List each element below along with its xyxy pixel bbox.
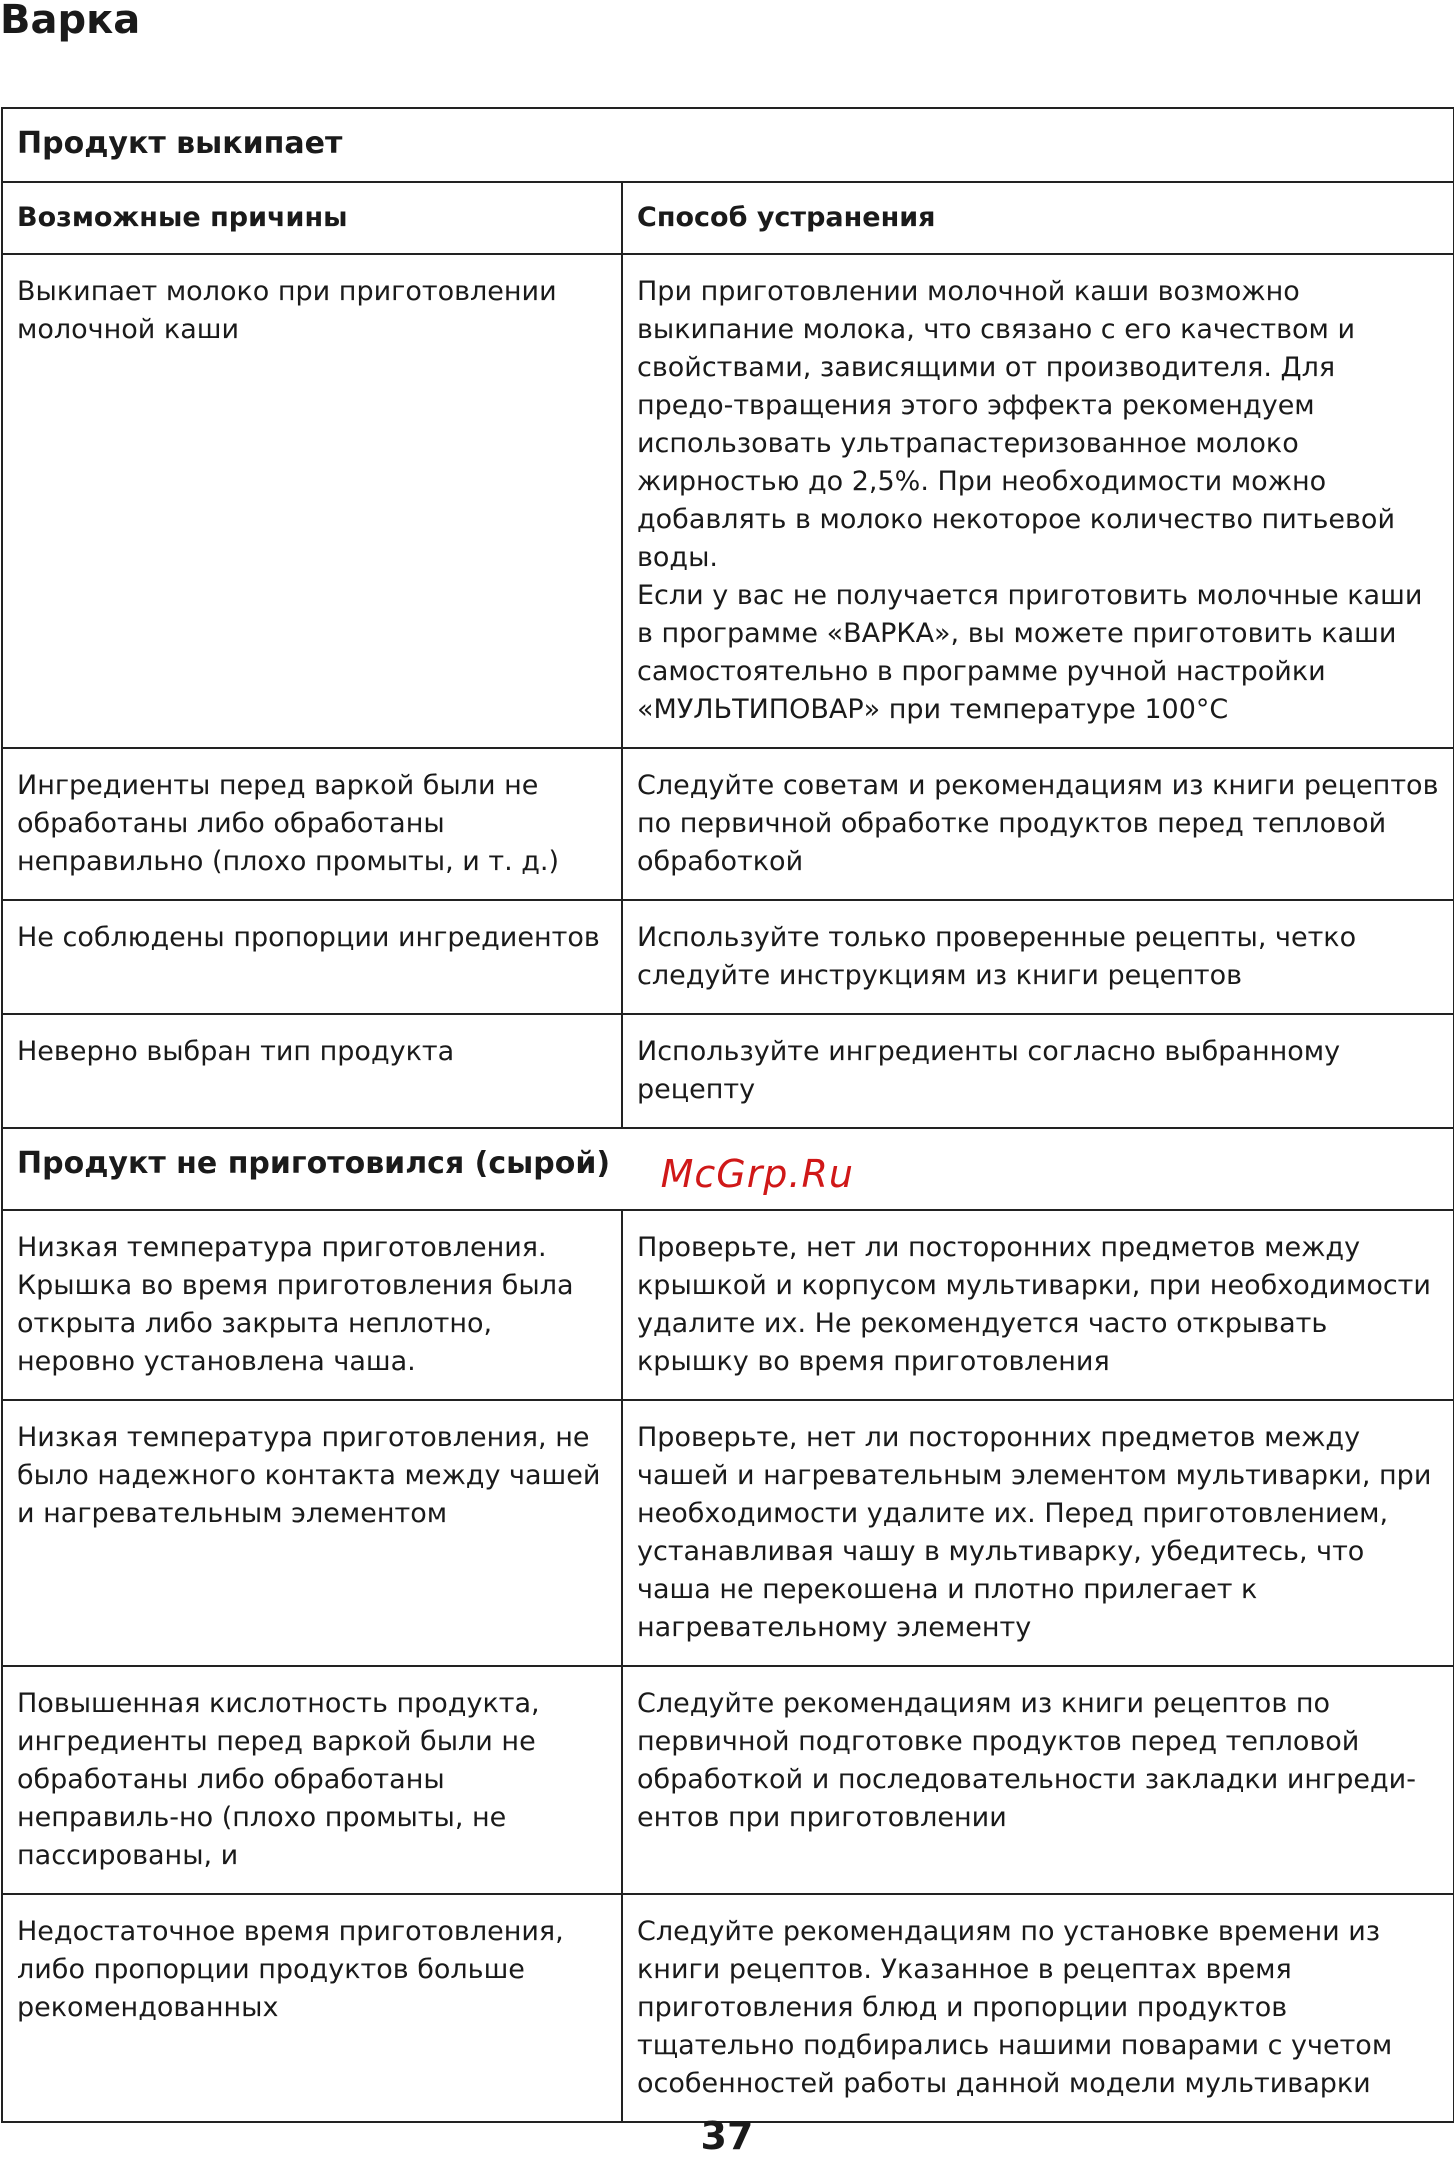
watermark: McGrp.Ru xyxy=(660,1152,854,1196)
solution-cell: Следуйте советам и рекомендациям из книги рецептов по первичной обработке продуктов перед тепловой обработкой xyxy=(622,748,1454,900)
table-row xyxy=(2,1400,1454,1666)
cause-cell: Неверно выбран тип продукта xyxy=(2,1014,622,1128)
solution-cell: Проверьте, нет ли посторонних предметов между крышкой и корпусом мультиварки, при необходимости удалите их. Не рекомендуется часто открывать крышку во время приготовления xyxy=(622,1210,1454,1400)
table-row xyxy=(2,1894,1454,2122)
troubleshooting-table xyxy=(1,107,1454,2123)
solution-text-extra: Если у вас не получается приготовить молочные каши в программе «ВАРКА», вы можете приготовить каши самостоятельно в программе ручной настройки «МУЛЬТИПОВАР» при температуре 100°С xyxy=(637,580,1423,725)
cause-cell: Низкая температура приготовления, не было надежного контакта между чашей и нагревательным элементом xyxy=(2,1400,622,1666)
solution-cell: Следуйте рекомендациям по установке времени из книги рецептов. Указанное в рецептах время приготовления блюд и пропорции продуктов тщательно подбирались нашими поварами с учетом особенностей работы данной модели мультиварки xyxy=(622,1894,1454,2122)
section-header-row xyxy=(2,1128,1454,1210)
cause-cell: Выкипает молоко при приготовлении молочной каши xyxy=(2,254,622,748)
table-row xyxy=(2,254,1454,748)
section-title: Продукт выкипает xyxy=(2,108,1454,182)
section-title: Продукт не приготовился (сырой) xyxy=(17,1146,611,1181)
column-header-row xyxy=(2,182,1454,254)
solution-text: При приготовлении молочной каши возможно выкипание молока, что связано с его качеством и свойствами, зависящими от производителя. Для предо-твращения этого эффекта рекомендуем использовать ультрапастеризованное молоко жирностью до 2,5%. При необходимости можно добавлять в молоко некоторое количество питьевой воды. xyxy=(637,276,1395,573)
solution-cell: Используйте только проверенные рецепты, четко следуйте инструкциям из книги рецептов xyxy=(622,900,1454,1014)
solution-cell xyxy=(622,254,1454,748)
page-title: Варка xyxy=(0,0,141,43)
section-title-cell xyxy=(2,1128,1454,1210)
column-header-solutions: Способ устранения xyxy=(622,182,1454,254)
cause-cell: Не соблюдены пропорции ингредиентов xyxy=(2,900,622,1014)
page-number: 37 xyxy=(700,2114,754,2158)
cause-cell: Ингредиенты перед варкой были не обработаны либо обработаны неправильно (плохо промыты, и т. д.) xyxy=(2,748,622,900)
table-row xyxy=(2,748,1454,900)
table-row xyxy=(2,900,1454,1014)
cause-cell: Повышенная кислотность продукта, ингредиенты перед варкой были не обработаны либо обработаны неправиль-но (плохо промыты, не пассированы, и xyxy=(2,1666,622,1894)
table-row xyxy=(2,1014,1454,1128)
table-row xyxy=(2,1210,1454,1400)
cause-cell: Низкая температура приготовления. Крышка во время приготовления была открыта либо закрыта неплотно, неровно установлена чаша. xyxy=(2,1210,622,1400)
solution-cell: Проверьте, нет ли посторонних предметов между чашей и нагревательным элементом мультиварки, при необходимости удалите их. Перед приготовлением, устанавливая чашу в мультиварку, убедитесь, что чаша не перекошена и плотно прилегает к нагревательному элементу xyxy=(622,1400,1454,1666)
column-header-causes: Возможные причины xyxy=(2,182,622,254)
cause-cell: Недостаточное время приготовления, либо пропорции продуктов больше рекомендованных xyxy=(2,1894,622,2122)
solution-cell: Используйте ингредиенты согласно выбранному рецепту xyxy=(622,1014,1454,1128)
solution-cell: Следуйте рекомендациям из книги рецептов по первичной подготовке продуктов перед тепловой обработкой и последовательности закладки ингреди-ентов при приготовлении xyxy=(622,1666,1454,1894)
table-row xyxy=(2,1666,1454,1894)
section-header-row xyxy=(2,108,1454,182)
